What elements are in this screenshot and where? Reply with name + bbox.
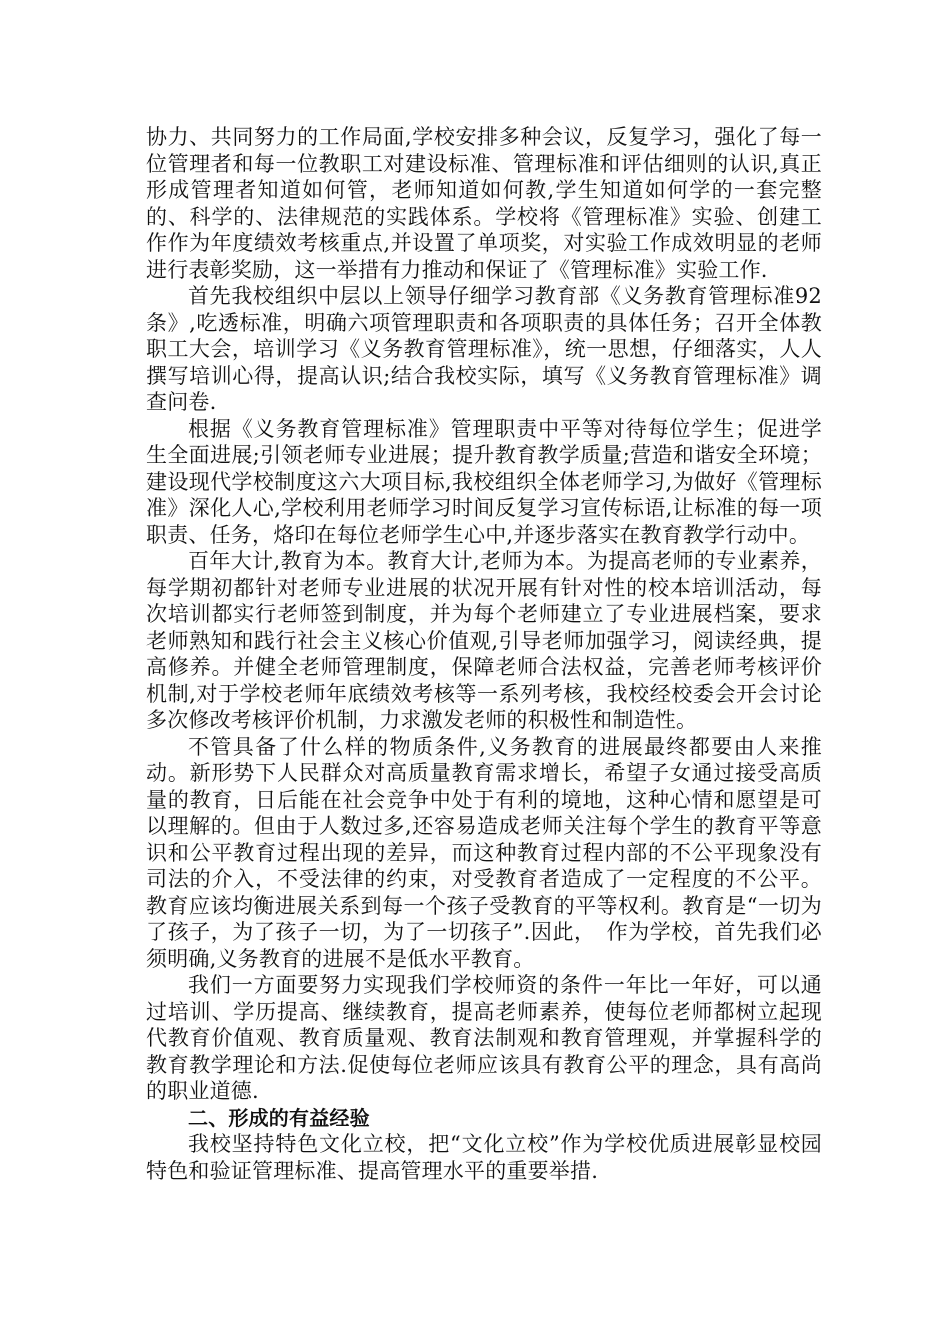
body-paragraph-4: 百年大计,教育为本。教育大计,老师为本。为提高老师的专业素养，每学期初都针对老师专业进展的状况开展有针对性的校本培训活动，每次培训都实行老师签到制度，并为每个老师建立了专业进展档案，要求老师熟知和践行社会主义核心价值观,引导老师加强学习，阅读经典，提高修养。并健全老师管理制度，保障老师合法权益，完善老师考核评价机制,对于学校老师年底绩效考核等一系列考核，我校经校委会开会讨论多次修改考核评价机制，力求激发老师的积极性和制造性。 — [146, 549, 822, 732]
body-paragraph-1: 协力、共同努力的工作局面,学校安排多种会议，反复学习，强化了每一位管理者和每一位教职工对建设标准、管理标准和评估细则的认识,真正形成管理者知道如何管，老师知道如何教,学生知道如何学的一套完整的、科学的、法律规范的实践体系。学校将《管理标准》实验、创建工作作为年度绩效考核重点,并设置了单项奖，对实验工作成效明显的老师进行表彰奖励，这一举措有力推动和保证了《管理标准》实验工作. — [146, 125, 822, 282]
body-paragraph-2: 首先我校组织中层以上领导仔细学习教育部《义务教育管理标准92条》,吃透标准，明确六项管理职责和各项职责的具体任务；召开全体教职工大会，培训学习《义务教育管理标准》，统一思想，仔细落实，人人撰写培训心得，提高认识;结合我校实际，填写《义务教育管理标准》调查问卷. — [146, 284, 822, 414]
document-page — [146, 124, 822, 1184]
body-paragraph-7: 我校坚持特色文化立校，把“文化立校”作为学校优质进展彰显校园特色和验证管理标准、提高管理水平的重要举措. — [146, 1132, 822, 1183]
body-paragraph-6: 我们一方面要努力实现我们学校师资的条件一年比一年好，可以通过培训、学历提高、继续教育，提高老师素养，使每位老师都树立起现代教育价值观、教育质量观、教育法制观和教育管理观，并掌握科学的教育教学理论和方法.促使每位老师应该具有教育公平的理念，具有高尚的职业道德. — [146, 973, 822, 1103]
body-paragraph-3: 根据《义务教育管理标准》管理职责中平等对待每位学生；促进学生全面进展;引领老师专业进展；提升教育教学质量;营造和谐安全环境；建设现代学校制度这六大项目标,我校组织全体老师学习,为做好《管理标准》深化人心,学校利用老师学习时间反复学习宣传标语,让标准的每一项职责、任务，烙印在每位老师学生心中,并逐步落实在教育教学行动中。 — [146, 416, 822, 547]
section-heading: 二、形成的有益经验 — [188, 1105, 370, 1130]
body-paragraph-5: 不管具备了什么样的物质条件,义务教育的进展最终都要由人来推动。新形势下人民群众对高质量教育需求增长，希望子女通过接受高质量的教育，日后能在社会竞争中处于有利的境地，这种心情和愿望是可以理解的。但由于人数过多,还容易造成老师关注每个学生的教育平等意识和公平教育过程出现的差异，而这种教育过程内部的不公平现象没有司法的介入，不受法律的约束，对受教育者造成了一定程度的不公平。教育应该均衡进展关系到每一个孩子受教育的平等权利。教育是“一切为了孩子，为了孩子一切，为了一切孩子”.因此， 作为学校，首先我们必须明确,义务教育的进展不是低水平教育。 — [146, 734, 822, 971]
